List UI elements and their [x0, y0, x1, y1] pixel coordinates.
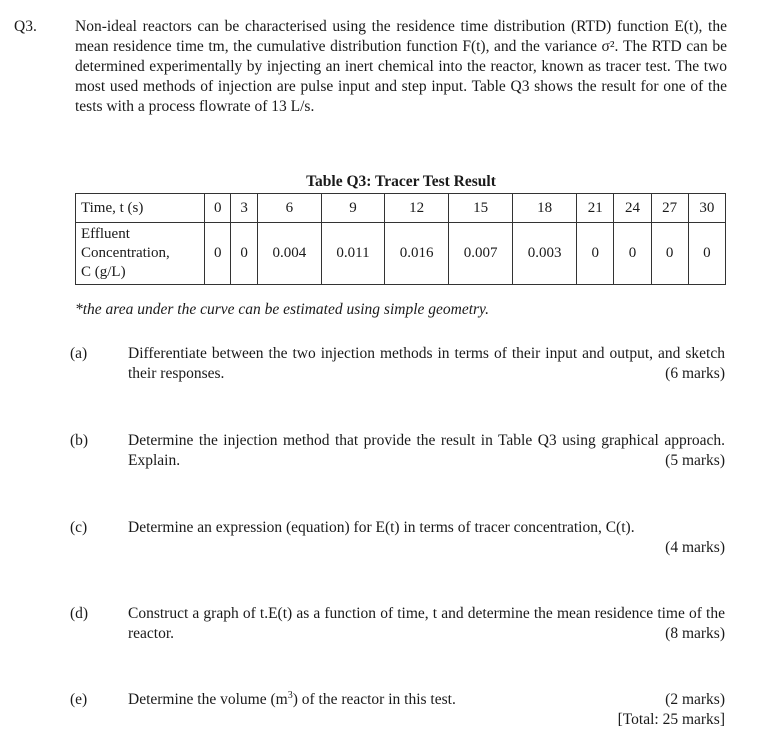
- part-marks: (6 marks): [665, 365, 725, 382]
- part-text-body: Construct a graph of t.E(t) as a function of time, t and determine the mean residence time of the reactor.: [128, 605, 725, 642]
- concentration-cell: 0: [577, 223, 614, 285]
- concentration-cell: 0: [205, 223, 231, 285]
- concentration-label-line: Effluent: [81, 226, 130, 242]
- question-number: Q3.: [14, 18, 37, 35]
- part-text-after: ) of the reactor in this test.: [292, 691, 456, 708]
- part-label: (d): [70, 605, 89, 622]
- part-text-body: Determine the injection method that provide the result in Table Q3 using graphical approach. Explain.: [128, 432, 725, 469]
- part-text: [128, 431, 725, 471]
- time-cell: 27: [651, 194, 688, 223]
- time-cell: 12: [385, 194, 449, 223]
- concentration-cell: 0.003: [513, 223, 577, 285]
- table-note: *the area under the curve can be estimated using simple geometry.: [75, 301, 489, 318]
- time-cell: 18: [513, 194, 577, 223]
- part-label: (a): [70, 345, 88, 362]
- concentration-label-line: C (g/L): [81, 264, 126, 280]
- part-text-body: Differentiate between the two injection methods in terms of their input and output, and sketch their responses.: [128, 345, 725, 382]
- tracer-table: [75, 193, 726, 285]
- part-marks: (4 marks): [665, 539, 725, 556]
- part-marks: (8 marks): [665, 625, 725, 642]
- total-marks: [Total: 25 marks]: [617, 711, 725, 728]
- concentration-cell: 0.004: [257, 223, 321, 285]
- time-label: Time, t (s): [76, 194, 205, 223]
- superscript: 3: [287, 689, 293, 701]
- part-text: [128, 690, 548, 710]
- concentration-cell: 0: [614, 223, 651, 285]
- time-cell: 15: [449, 194, 513, 223]
- time-cell: 6: [257, 194, 321, 223]
- part-text-before: Determine the volume (m: [128, 691, 288, 708]
- part-label: (c): [70, 519, 88, 536]
- concentration-label-line: Concentration,: [81, 245, 170, 261]
- concentration-cell: 0: [231, 223, 257, 285]
- part-text-body: Determine an expression (equation) for E(t) in terms of tracer concentration, C(t).: [128, 519, 635, 536]
- part-text: [128, 344, 725, 384]
- part-marks: (2 marks): [665, 691, 725, 708]
- concentration-label: [76, 223, 205, 285]
- time-cell: 0: [205, 194, 231, 223]
- part-label: (b): [70, 432, 89, 449]
- concentration-cell: 0: [651, 223, 688, 285]
- concentration-cell: 0.007: [449, 223, 513, 285]
- time-cell: 9: [321, 194, 384, 223]
- part-text: [128, 518, 725, 538]
- question-intro: [75, 17, 727, 117]
- concentration-cell: 0.011: [321, 223, 384, 285]
- concentration-cell: 0: [688, 223, 725, 285]
- table-row-concentration: [76, 223, 726, 285]
- part-label: (e): [70, 691, 88, 708]
- time-cell: 3: [231, 194, 257, 223]
- table-caption: Table Q3: Tracer Test Result: [306, 173, 496, 190]
- time-cell: 30: [688, 194, 725, 223]
- part-marks: (5 marks): [665, 452, 725, 469]
- part-text: [128, 604, 725, 644]
- intro-text: Non-ideal reactors can be characterised using the residence time distribution (RTD) function E(t), the mean residence time tm, the cumulative distribution function F(t), and the variance σ². The RTD can be determined experimentally by injecting an inert chemical into the reactor, known as tracer test. The two most used methods of injection are pulse input and step input. Table Q3 shows the result for one of the tests with a process flowrate of 13 L/s.: [75, 18, 727, 115]
- time-cell: 21: [577, 194, 614, 223]
- table-row-time: [76, 194, 726, 223]
- concentration-cell: 0.016: [385, 223, 449, 285]
- time-cell: 24: [614, 194, 651, 223]
